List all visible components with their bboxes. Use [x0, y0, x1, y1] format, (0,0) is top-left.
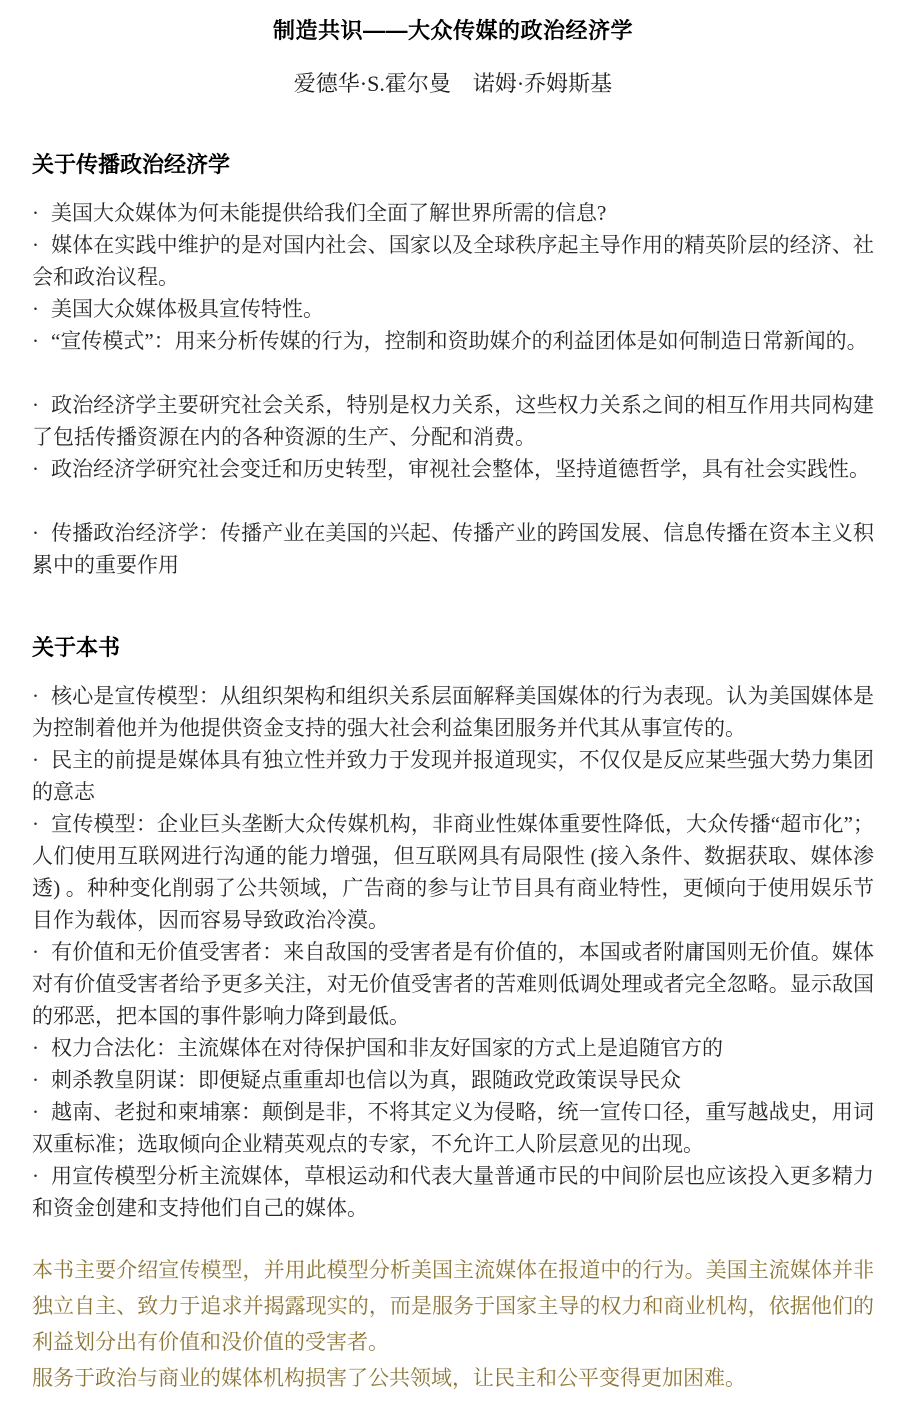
bullet-text: 传播政治经济学：传播产业在美国的兴起、传播产业的跨国发展、信息传播在资本主义积累中的重要作用: [32, 521, 874, 577]
bullet-marker: ·: [32, 297, 39, 321]
summary-block: [32, 1252, 874, 1396]
bullet-text: 有价值和无价值受害者：来自敌国的受害者是有价值的，本国或者附庸国则无价值。媒体对有价值受害者给予更多关注，对无价值受害者的苦难则低调处理或者完全忽略。显示敌国的邪恶，把本国的事件影响力降到最低。: [32, 940, 874, 1028]
bullet-item: [32, 744, 874, 808]
bullet-text: 刺杀教皇阴谋：即便疑点重重却也信以为真，跟随政党政策误导民众: [51, 1068, 681, 1092]
bullet-item: [32, 293, 874, 325]
bullet-marker: ·: [32, 329, 39, 353]
bullet-text: 核心是宣传模型：从组织架构和组织关系层面解释美国媒体的行为表现。认为美国媒体是为控制着他并为他提供资金支持的强大社会利益集团服务并代其从事宣传的。: [32, 684, 874, 740]
bullet-marker: ·: [32, 1068, 39, 1092]
bullet-text: 民主的前提是媒体具有独立性并致力于发现并报道现实，不仅仅是反应某些强大势力集团的意志: [32, 748, 874, 804]
bullet-marker: ·: [32, 1100, 39, 1124]
bullet-item: [32, 808, 874, 936]
bullet-item: [32, 1160, 874, 1224]
bullet-text: 美国大众媒体为何未能提供给我们全面了解世界所需的信息?: [51, 201, 607, 225]
bullet-item: [32, 1064, 874, 1096]
bullet-marker: ·: [32, 748, 39, 772]
bullet-marker: ·: [32, 201, 39, 225]
bullet-item: [32, 453, 874, 485]
bullet-text: 媒体在实践中维护的是对国内社会、国家以及全球秩序起主导作用的精英阶层的经济、社会和政治议程。: [32, 233, 874, 289]
bullet-marker: ·: [32, 812, 39, 836]
bullet-text: 权力合法化：主流媒体在对待保护国和非友好国家的方式上是追随官方的: [51, 1036, 723, 1060]
bullet-item: [32, 517, 874, 581]
bullet-text: 宣传模型：企业巨头垄断大众传媒机构，非商业性媒体重要性降低，大众传播“超市化”；人们使用互联网进行沟通的能力增强，但互联网具有局限性 (接入条件、数据获取、媒体渗透) 。种种变化削弱了公共领域，广告商的参与让节目具有商业特性，更倾向于使用娱乐节目作为载体，因而容易导致政治冷漠。: [32, 812, 874, 932]
bullet-marker: ·: [32, 940, 39, 964]
bullet-marker: ·: [32, 521, 39, 545]
bullet-marker: ·: [32, 1036, 39, 1060]
bullet-text: 政治经济学主要研究社会关系，特别是权力关系，这些权力关系之间的相互作用共同构建了包括传播资源在内的各种资源的生产、分配和消费。: [32, 393, 874, 449]
footer-paragraph: 服务于政治与商业的媒体机构损害了公共领域，让民主和公平变得更加困难。: [32, 1366, 746, 1390]
bullet-item: [32, 680, 874, 744]
page-title: 制造共识——大众传媒的政治经济学: [272, 18, 633, 43]
bullet-marker: ·: [32, 233, 39, 257]
bullet-text: 用宣传模型分析主流媒体，草根运动和代表大量普通市民的中间阶层也应该投入更多精力和资金创建和支持他们自己的媒体。: [32, 1164, 874, 1220]
footer-paragraph: 本书主要介绍宣传模型，并用此模型分析美国主流媒体在报道中的行为。美国主流媒体并非独立自主、致力于追求并揭露现实的，而是服务于国家主导的权力和商业机构，依据他们的利益划分出有价值和没价值的受害者。: [32, 1258, 874, 1354]
bullet-text: 美国大众媒体极具宣传特性。: [51, 297, 324, 321]
bullet-text: 越南、老挝和柬埔寨：颠倒是非，不将其定义为侵略，统一宣传口径，重写越战史，用词双重标准；选取倾向企业精英观点的专家，不允许工人阶层意见的出现。: [32, 1100, 874, 1156]
bullet-marker: ·: [32, 1164, 39, 1188]
bullet-text: 政治经济学研究社会变迁和历史转型，审视社会整体，坚持道德哲学，具有社会实践性。: [51, 457, 870, 481]
bullet-item: [32, 325, 874, 357]
bullet-item: [32, 229, 874, 293]
authors-line: 爱德华·S.霍尔曼 诺姆·乔姆斯基: [293, 71, 613, 96]
bullet-item: [32, 1032, 874, 1064]
bullet-text: “宣传模式”：用来分析传媒的行为，控制和资助媒介的利益团体是如何制造日常新闻的。: [51, 329, 868, 353]
bullet-marker: ·: [32, 684, 39, 708]
section-heading-communication-political-economy: 关于传播政治经济学: [32, 152, 231, 177]
bullet-item: [32, 936, 874, 1032]
bullet-item: [32, 1096, 874, 1160]
bullet-marker: ·: [32, 457, 39, 481]
bullet-item: [32, 389, 874, 453]
section-heading-about-book: 关于本书: [32, 635, 121, 660]
bullet-marker: ·: [32, 393, 39, 417]
bullet-item: [32, 197, 874, 229]
